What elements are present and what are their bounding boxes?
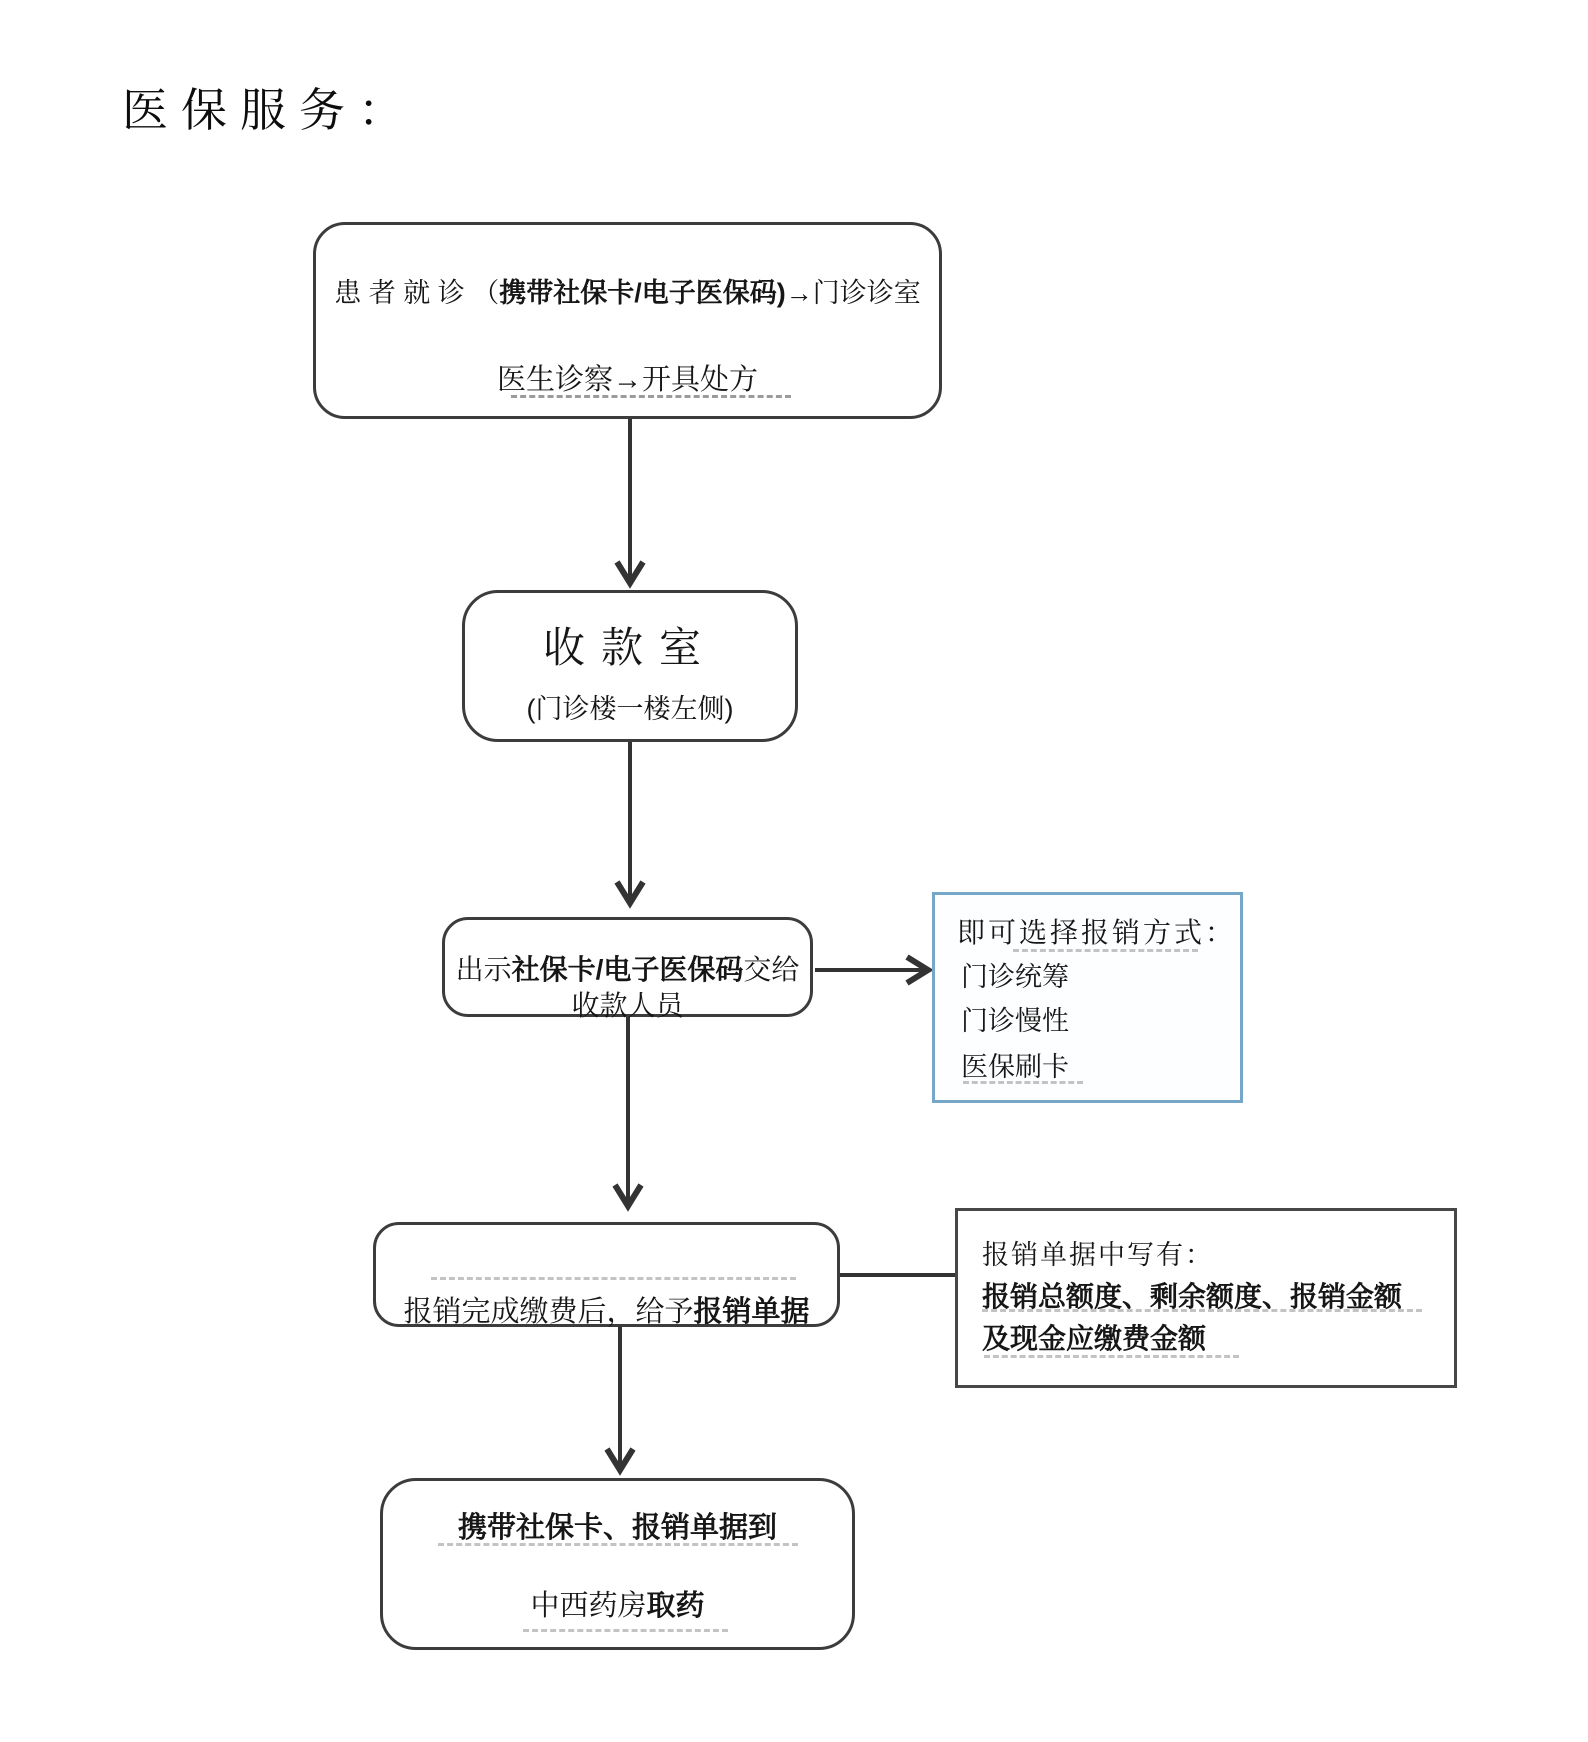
reimburse-option-item: 医保刷卡 [961,1052,1069,1082]
scan-artifact-line [963,1081,1083,1084]
flow-box-patient-visit [313,222,942,419]
pharmacy-line1: 携带社保卡、报销单据到 [457,1512,777,1544]
scan-artifact-line [511,395,791,398]
scan-artifact-line [438,1543,798,1546]
cashier-name: 收款室 [542,626,717,672]
pharmacy-line2 [383,1583,852,1624]
note-box-receipt-details [955,1208,1457,1388]
patient-visit-line2: 医生诊察→开具处方 [496,364,758,396]
show-card-line1-pre: 出示 [455,954,512,985]
patient-visit-line1 [316,271,939,310]
note-box-reimburse-options [932,892,1243,1103]
flow-box-show-card [442,917,813,1021]
receipt-details-line3: 及现金应缴费金额 [982,1323,1207,1354]
flow-box-pharmacy [380,1478,855,1650]
pharmacy-line2-bold: 取药 [646,1590,705,1622]
reimburse-option-item: 门诊统筹 [961,962,1069,992]
scan-artifact-line [523,1629,728,1632]
flow-box-cashier [462,590,798,742]
show-card-line1-post: 交给 [743,954,800,985]
receipt-details-line1: 报销单据中写有： [982,1240,1214,1270]
reimburse-options-header: 即可选择报销方式： [957,917,1237,948]
receipt-details-line2: 报销总额度、剩余额度、报销金额 [982,1281,1403,1312]
receipt-line1-bold: 报销单据 [693,1296,810,1328]
reimburse-option-item: 门诊慢性 [961,1006,1069,1036]
show-card-line1-bold: 社保卡/电子医保码 [511,954,744,985]
scan-artifact-line [1013,949,1198,952]
patient-visit-line1-pre: 患 者 就 诊 （ [334,278,500,308]
scan-artifact-line [431,1277,796,1280]
patient-visit-line1-post: →门诊诊室 [785,278,921,308]
cashier-location: (门诊楼一楼左侧) [526,694,734,724]
scan-artifact-line [984,1355,1239,1358]
flow-box-receipt [373,1222,840,1327]
patient-visit-line1-bold: 携带社保卡/电子医保码) [499,278,786,308]
page-title: 医保服务： [122,85,417,136]
pharmacy-line2-pre: 中西药房 [530,1590,647,1622]
receipt-line1 [376,1289,837,1330]
show-card-line1 [445,948,810,988]
receipt-line1-pre: 报销完成缴费后，给予 [403,1296,694,1328]
scan-artifact-line [982,1309,1422,1312]
show-card-line2: 收款人员 [571,990,684,1021]
